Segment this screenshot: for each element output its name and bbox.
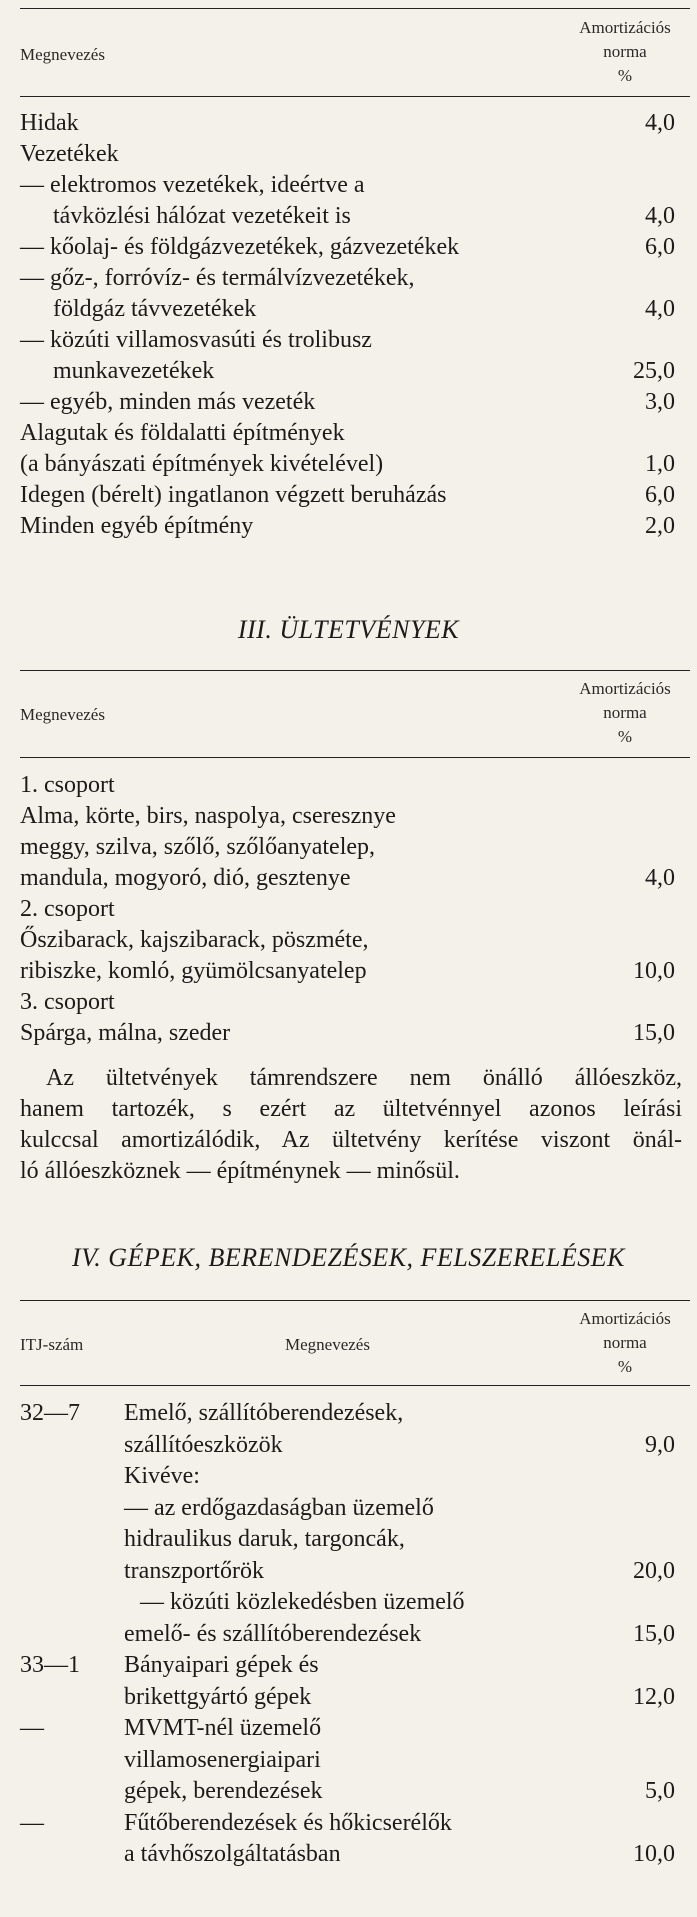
- table-row: [20, 449, 675, 480]
- row-norm-value: 5,0: [645, 1778, 675, 1804]
- row-name: a távhőszolgáltatásban: [124, 1841, 341, 1867]
- table-row: [20, 294, 675, 325]
- row-itj-code: —: [20, 1715, 44, 1741]
- row-norm-value: 6,0: [645, 482, 675, 508]
- table-row: [20, 1745, 675, 1776]
- table-row: [20, 863, 675, 894]
- row-name: — az erdőgazdaságban üzemelő: [124, 1494, 434, 1521]
- row-name: 1. csoport: [20, 772, 115, 798]
- table-row: [20, 139, 675, 170]
- table-row: [20, 418, 675, 449]
- row-norm-value: 2,0: [645, 513, 675, 539]
- table-row: [20, 1430, 675, 1461]
- row-norm-value: 4,0: [645, 203, 675, 229]
- row-name: meggy, szilva, szőlő, szőlőanyatelep,: [20, 834, 376, 860]
- row-name: — kőolaj- és földgázvezetékek, gázvezetékek: [20, 234, 460, 260]
- table-row: [20, 801, 675, 832]
- row-name: brikettgyártó gépek: [124, 1683, 312, 1710]
- row-name: — elektromos vezetékek, ideértve a: [20, 172, 365, 198]
- row-name: Bányaipari gépek és: [124, 1652, 319, 1678]
- row-norm-value: 10,0: [633, 1841, 675, 1867]
- table-row: [20, 325, 675, 356]
- row-name: 3. csoport: [20, 989, 115, 1015]
- row-name: villamosenergiaipari: [124, 1746, 321, 1773]
- table-row: [20, 832, 675, 863]
- row-name: ribiszke, komló, gyümölcsanyatelep: [20, 958, 367, 984]
- col-header-norm: Amortizációs norma %: [579, 679, 671, 746]
- row-name: távközlési hálózat vezetékeit is: [53, 203, 351, 229]
- section-title-gepek: IV. GÉPEK, BERENDEZÉSEK, FELSZERELÉSEK: [72, 1243, 625, 1272]
- row-norm-value: 15,0: [633, 1020, 675, 1046]
- row-name: Idegen (bérelt) ingatlanon végzett beruházás: [20, 482, 447, 508]
- row-norm-value: 4,0: [645, 865, 675, 891]
- header-bottom-rule: [20, 757, 690, 758]
- row-name: Vezetékek: [20, 141, 119, 167]
- table-row: [20, 108, 675, 139]
- col-header-code: ITJ-szám: [20, 1335, 84, 1354]
- table-top-rule: [20, 1300, 690, 1301]
- row-name: Hidak: [20, 110, 79, 136]
- col-header-name: Megnevezés: [285, 1335, 370, 1354]
- table-row: [20, 987, 675, 1018]
- row-name: Fűtőberendezések és hőkicserélők: [124, 1809, 452, 1836]
- row-itj-code: 32—7: [20, 1400, 80, 1426]
- col-header-name: Megnevezés: [20, 45, 105, 64]
- row-name: — közúti közlekedésben üzemelő: [140, 1589, 465, 1615]
- row-name: hidraulikus daruk, targoncák,: [124, 1526, 405, 1552]
- row-name: 2. csoport: [20, 896, 115, 922]
- table-row: [20, 1839, 675, 1870]
- row-name: — közúti villamosvasúti és trolibusz: [20, 327, 372, 353]
- row-name: — gőz-, forróvíz- és termálvízvezetékek,: [20, 265, 415, 291]
- row-norm-value: 20,0: [633, 1557, 675, 1584]
- header-bottom-rule: [20, 1385, 690, 1386]
- table-row: [20, 356, 675, 387]
- table-row: [20, 925, 675, 956]
- row-name: munkavezetékek: [53, 358, 215, 384]
- table-top-rule: [20, 8, 690, 9]
- table-row: [20, 511, 675, 542]
- table-row: [20, 1682, 675, 1713]
- row-norm-value: 4,0: [645, 296, 675, 322]
- table-row: [20, 201, 675, 232]
- row-name: Alma, körte, birs, naspolya, cseresznye: [20, 803, 396, 829]
- row-name: transzportőrök: [124, 1557, 264, 1584]
- table-row: [20, 480, 675, 511]
- table-row: [20, 1493, 675, 1524]
- table-row: [20, 1461, 675, 1492]
- table-row: [20, 170, 675, 201]
- row-norm-value: 6,0: [645, 234, 675, 260]
- row-norm-value: 3,0: [645, 389, 675, 415]
- table-row: [20, 1713, 675, 1744]
- row-norm-value: 1,0: [645, 451, 675, 477]
- row-name: — egyéb, minden más vezeték: [20, 389, 316, 415]
- row-norm-value: 25,0: [633, 358, 675, 384]
- table-top-rule: [20, 670, 690, 671]
- table-row: [20, 1650, 675, 1681]
- table-row: [20, 232, 675, 263]
- row-itj-code: 33—1: [20, 1652, 80, 1678]
- table-row: [20, 894, 675, 925]
- row-name: gépek, berendezések: [124, 1778, 323, 1804]
- row-name: Spárga, málna, szeder: [20, 1020, 231, 1046]
- row-itj-code: —: [20, 1809, 44, 1836]
- row-norm-value: 12,0: [633, 1683, 675, 1710]
- table-row: [20, 1524, 675, 1555]
- row-name: emelő- és szállítóberendezések: [124, 1620, 422, 1647]
- row-name: MVMT-nél üzemelő: [124, 1715, 322, 1741]
- row-name: Őszibarack, kajszibarack, pöszméte,: [20, 927, 369, 953]
- table-row: [20, 770, 675, 801]
- row-norm-value: 9,0: [645, 1431, 675, 1458]
- row-name: földgáz távvezetékek: [53, 296, 257, 322]
- table-row: [20, 263, 675, 294]
- table-row: [20, 1556, 675, 1587]
- row-norm-value: 15,0: [633, 1620, 675, 1647]
- section-title-ultetvenyek: III. ÜLTETVÉNYEK: [237, 615, 460, 644]
- table-row: [20, 1587, 675, 1618]
- row-name: Alagutak és földalatti építmények: [20, 420, 345, 446]
- col-header-norm: Amortizációs norma %: [579, 18, 671, 85]
- col-header-norm: Amortizációs norma %: [579, 1309, 671, 1376]
- row-name: Emelő, szállítóberendezések,: [124, 1400, 404, 1426]
- row-name: szállítóeszközök: [124, 1431, 283, 1458]
- row-name: Minden egyéb építmény: [20, 513, 254, 539]
- table-row: [20, 1808, 675, 1839]
- row-norm-value: 10,0: [633, 958, 675, 984]
- row-name: (a bányászati építmények kivételével): [20, 451, 384, 477]
- row-norm-value: 4,0: [645, 110, 675, 136]
- plantation-note-paragraph: Az ültetvények támrendszere nem önálló állóeszköz, hanem tartozék, s ezért az ültetvénnyel azonos leírási kulccsal amortizálódik, Az ültetvény kerítése viszont önál- ló állóeszköznek — építménynek — minősül.: [20, 1065, 682, 1184]
- row-name: Kivéve:: [124, 1463, 200, 1489]
- header-bottom-rule: [20, 96, 690, 97]
- col-header-name: Megnevezés: [20, 705, 105, 724]
- table-row: [20, 956, 675, 987]
- table-row: [20, 387, 675, 418]
- table-row: [20, 1619, 675, 1650]
- table-row: [20, 1776, 675, 1807]
- row-name: mandula, mogyoró, dió, gesztenye: [20, 865, 351, 891]
- table-row: [20, 1398, 675, 1429]
- table-row: [20, 1018, 675, 1049]
